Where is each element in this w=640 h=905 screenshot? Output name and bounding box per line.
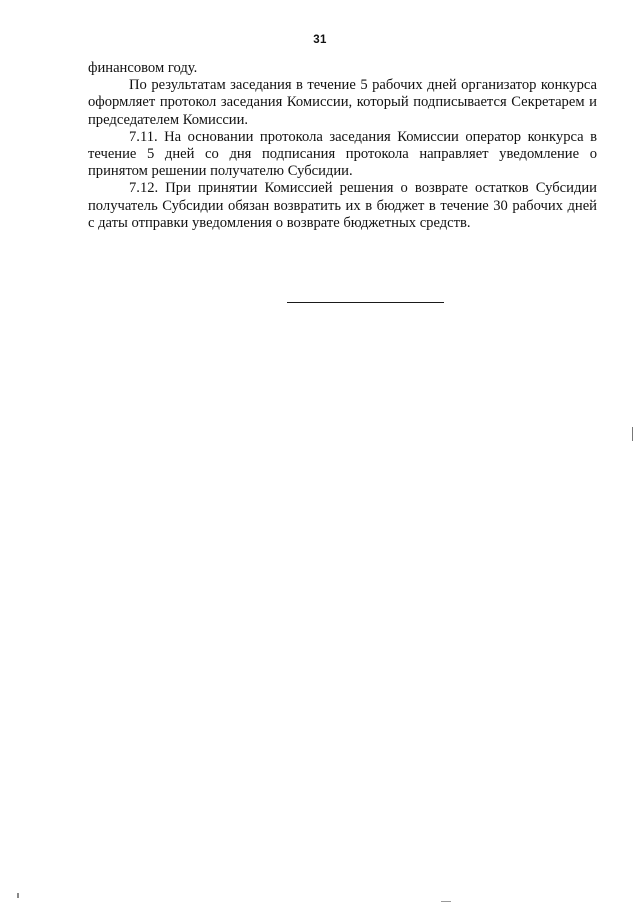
scan-artifact-bottom-left bbox=[17, 893, 19, 898]
paragraph-7-11: 7.11. На основании протокола заседания Комиссии оператор конкурса в течение 5 дней со дня подписания протокола направляет уведомление о принятом решении получателю Субсидии. bbox=[88, 128, 597, 180]
scan-artifact-bottom-right bbox=[441, 901, 451, 902]
scan-artifact-right bbox=[632, 427, 633, 441]
document-body bbox=[88, 60, 597, 232]
paragraph-7-12: 7.12. При принятии Комиссией решения о возврате остатков Субсидии получатель Субсидии обязан возвратить их в бюджет в течение 30 рабочих дней с даты отправки уведомления о возврате бюджетных средств. bbox=[88, 180, 597, 231]
paragraph-protocol: По результатам заседания в течение 5 рабочих дней организатор конкурса оформляет протокол заседания Комиссии, который подписывается Секретарем и председателем Комиссии. bbox=[88, 77, 597, 128]
paragraph-continuation: финансовом году. bbox=[88, 60, 198, 76]
page-number: 31 bbox=[313, 34, 327, 46]
end-separator-line bbox=[287, 302, 444, 303]
